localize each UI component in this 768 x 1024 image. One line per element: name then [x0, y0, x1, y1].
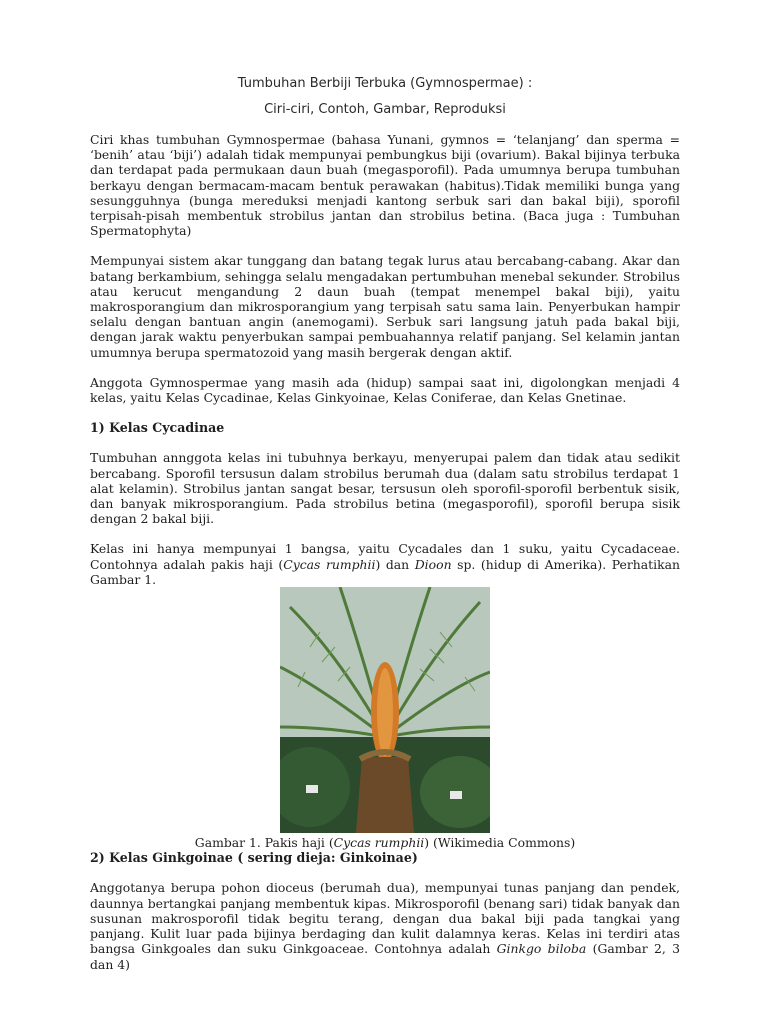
- document-subtitle: Ciri-ciri, Contoh, Gambar, Reproduksi: [264, 102, 506, 117]
- paragraph-cycadales: Kelas ini hanya mempunyai 1 bangsa, yaitu Cycadales dan 1 suku, yaitu Cycadaceae. Contohnya adalah pakis haji (Cycas rumphii) dan Dioon sp. (hidup di Amerika). Perhatikan Gambar 1.: [90, 541, 680, 587]
- heading-cycadinae: 1) Kelas Cycadinae: [90, 420, 225, 436]
- figure-1: [90, 587, 680, 850]
- cycas-photo: [280, 587, 490, 833]
- cycas-trunk: [356, 757, 414, 833]
- figure-caption: Gambar 1. Pakis haji (Cycas rumphii) (Wikimedia Commons): [194, 835, 576, 851]
- label-sign-right: [450, 791, 462, 799]
- paragraph-intro: Ciri khas tumbuhan Gymnospermae (bahasa Yunani, gymnos = ‘telanjang’ dan sperma = ‘benih’ atau ‘biji’) adalah tidak mempunyai pembungkus biji (ovarium). Bakal bijinya terbuka dan terdapat pada permukaan daun buah (megasporofil). Pada umumnya berupa tumbuhan berkayu dengan bermacam-macam bentuk perawakan (habitus).Tidak memiliki bunga yang sesungguhnya (bunga mereduksi menjadi kantong serbuk sari dan bakal biji), sporofil terpisah-pisah membentuk strobilus jantan dan strobilus betina. (Baca juga : Tumbuhan Spermatophyta): [90, 132, 680, 239]
- genus-name: Dioon: [414, 556, 452, 572]
- document-title: Tumbuhan Berbiji Terbuka (Gymnospermae) :: [237, 76, 533, 91]
- paragraph-roots: Mempunyai sistem akar tunggang dan batang tegak lurus atau bercabang-cabang. Akar dan batang berkambium, sehingga selalu mengadakan pertumbuhan menebal sekunder. Strobilus atau kerucut mengandung 2 daun buah (tempat menempel bakal biji), yaitu makrosporangium dan mikrosporangium yang terpisah satu sama lain. Penyerbukan hampir selalu dengan bantuan angin (anemogami). Serbuk sari langsung jatuh pada bakal biji, dengan jarak waktu penyerbukan sampai pembuahannya relatif panjang. Sel kelamin jantan umumnya berupa spermatozoid yang masih bergerak dengan aktif.: [90, 253, 680, 360]
- paragraph-cycadinae: Tumbuhan annggota kelas ini tubuhnya berkayu, menyerupai palem dan tidak atau sedikit bercabang. Sporofil tersusun dalam strobilus berumah dua (dalam satu strobilus terdapat 1 alat kelamin). Strobilus jantan sangat besar, tersusun oleh sporofil-sporofil berbentuk sisik, dan banyak mikrosporangium. Pada strobilus betina (megasporofil), sporofil berupa sisik dengan 2 bakal biji.: [90, 450, 680, 527]
- label-sign-left: [306, 785, 318, 793]
- ginkgo-species: Ginkgo biloba: [496, 941, 587, 957]
- paragraph-ginkgoinae: Anggotanya berupa pohon dioceus (berumah dua), mempunyai tunas panjang dan pendek, daunnya bertangkai panjang membentuk kipas. Mikrosporofil (benang sari) tidak banyak dan susunan makrosporofil tidak begitu terang, dengan dua bakal biji pada tangkai yang panjang. Kulit luar pada bijinya berdaging dan kulit dalamnya keras. Kelas ini terdiri atas bangsa Ginkgoales dan suku Ginkgoaceae. Contohnya adalah Ginkgo biloba (Gambar 2, 3 dan 4): [90, 880, 680, 972]
- paragraph-classes: Anggota Gymnospermae yang masih ada (hidup) sampai saat ini, digolongkan menjadi 4 kelas, yaitu Kelas Cycadinae, Kelas Ginkyoinae, Kelas Coniferae, dan Kelas Gnetinae.: [90, 374, 680, 406]
- cycas-illustration: [280, 587, 490, 833]
- species-name: Cycas rumphii: [283, 556, 376, 572]
- heading-ginkgoinae: 2) Kelas Ginkgoinae ( sering dieja: Ginkoinae): [90, 850, 418, 866]
- caption-species: Cycas rumphii: [333, 835, 425, 851]
- document-page: [90, 76, 680, 972]
